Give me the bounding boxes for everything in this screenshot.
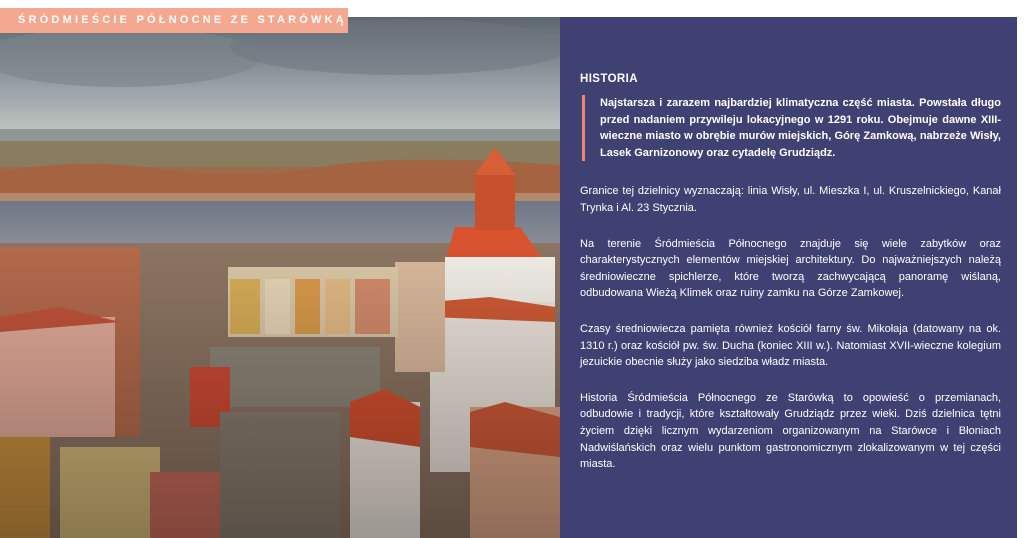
paragraph-2: Na terenie Śródmieścia Północnego znajduje się wiele zabytków oraz charakterystycznych elementów miejskiej architektury. Do najważniejszych należą średniowieczne spichlerze, które tworzą zachwycającą panoramę wiślaną, odbudowana Wieżą Klimek oraz ruiny zamku na Górze Zamkowej. <box>580 237 1001 300</box>
paragraph-4: Historia Śródmieścia Północnego ze Starówką to opowieść o przemianach, odbudowie i tradycji, które kształtowały Grudziądz przez wieki. Dziś dzielnica tętni życiem dzięki licznym wydarzeniom organizowanym na Starówce i Błoniach Nadwiślańskich oraz wielu punktom gastronomicznym zlokalizowanym w tej części miasta. <box>580 391 1001 471</box>
section-tag: ŚRÓDMIEŚCIE PÓŁNOCNE ZE STARÓWKĄ <box>0 8 348 33</box>
aerial-city-photo <box>0 17 560 538</box>
section-heading: HISTORIA <box>580 73 638 85</box>
paragraph-1: Granice tej dzielnicy wyznaczają: linia Wisły, ul. Mieszka I, ul. Kruszelnickiego, Kanał Trynka i Al. 23 Stycznia. <box>580 185 1001 214</box>
history-panel <box>560 17 1017 538</box>
paragraph-3: Czasy średniowiecza pamięta również kościół farny św. Mikołaja (datowany na ok. 1310 r.) oraz kościół pw. św. Ducha (koniec XIII w.). Natomiast XVII-wieczne kolegium jezuickie obecnie służy jako siedziba władz miasta. <box>580 322 1001 369</box>
lead-paragraph: Najstarsza i zarazem najbardziej klimatyczna część miasta. Powstała długo przed nadaniem przywileju lokacyjnego w 1291 roku. Obejmuje dawne XIII-wieczne miasto w obrębie murów miejskich, Górę Zamkową, nabrzeże Wisły, Lasek Garnizonowy oraz cytadelę Grudziądz. <box>582 95 1001 161</box>
